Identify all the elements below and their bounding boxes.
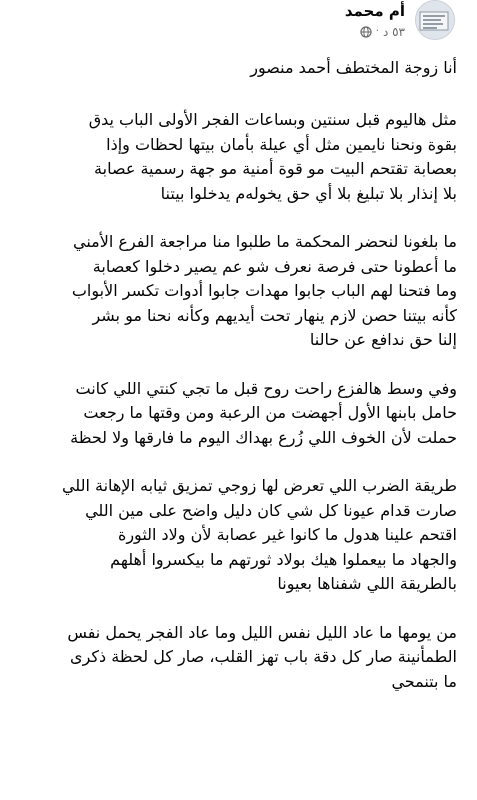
meta-separator: ·	[375, 26, 379, 37]
post-paragraph: أنا زوجة المختطف أحمد منصور	[250, 58, 457, 77]
post-meta	[360, 24, 405, 40]
post-header	[0, 0, 455, 46]
post-paragraph: وفي وسط هالفزع راحت روح قبل ما تجي كنتي اللي كانت حامل بابنها الأول أجهضت من الرعبة ومن وقتها ما رجعت حملت لأن الخوف اللي زُرع بهداك اليوم ما فارقها ولا لحظة	[70, 378, 457, 447]
avatar-image-icon	[415, 1, 454, 40]
post-paragraph: من يومها ما عاد الليل نفس الليل وما عاد الفجر يحمل نفس الطمأنينة صار كل دقة باب تهز القلب، صار كل لحظة ذكرى ما بتنمحي	[67, 622, 457, 691]
post-paragraph: ما بلغونا لنحضر المحكمة ما طلبوا منا مراجعة الفرع الأمني ما أعطونا حتى فرصة نعرف شو عم يصير دخلوا كعصابة وما فتحنا لهم الباب جابوا مهدات جابوا أدوات تكسر الأبواب كأنه بيتنا حصن لازم ينهار تحت أيديهم وكأنه نحنا مو بشر إلنا حق ندافع عن حالنا	[71, 232, 457, 350]
post-paragraph: طريقة الضرب اللي تعرض لها زوجي تمزيق ثيابه الإهانة اللي صارت قدام عيونا كل شي كان دليل واضح على مين اللي اقتحم علينا هدول ما كانوا غير عصابة لأن ولاد الثورة والجهاد ما بيعملوا هيك بولاد ثورتهم ما بيكسروا أهلهم بالطريقة اللي شفناها بعيونا	[61, 476, 457, 594]
globe-icon[interactable]	[360, 26, 372, 38]
post-body	[20, 56, 457, 718]
post-timestamp[interactable]: ٥٣ د	[382, 25, 405, 39]
post-paragraph: مثل هاليوم قبل سنتين وبساعات الفجر الأولى الباب يدق بقوة ونحنا نايمين مثل أي عيلة بأمان بيتها لحظات وإذا بعصابة تقتحم البيت مو قوة أمنية مو جهة رسمية عصابة بلا إنذار بلا تبليغ بلا أي حق يخوله‌م يدخلوا بيتنا	[88, 110, 457, 203]
author-name[interactable]: أم محمد	[344, 2, 405, 20]
author-avatar[interactable]	[415, 0, 455, 40]
